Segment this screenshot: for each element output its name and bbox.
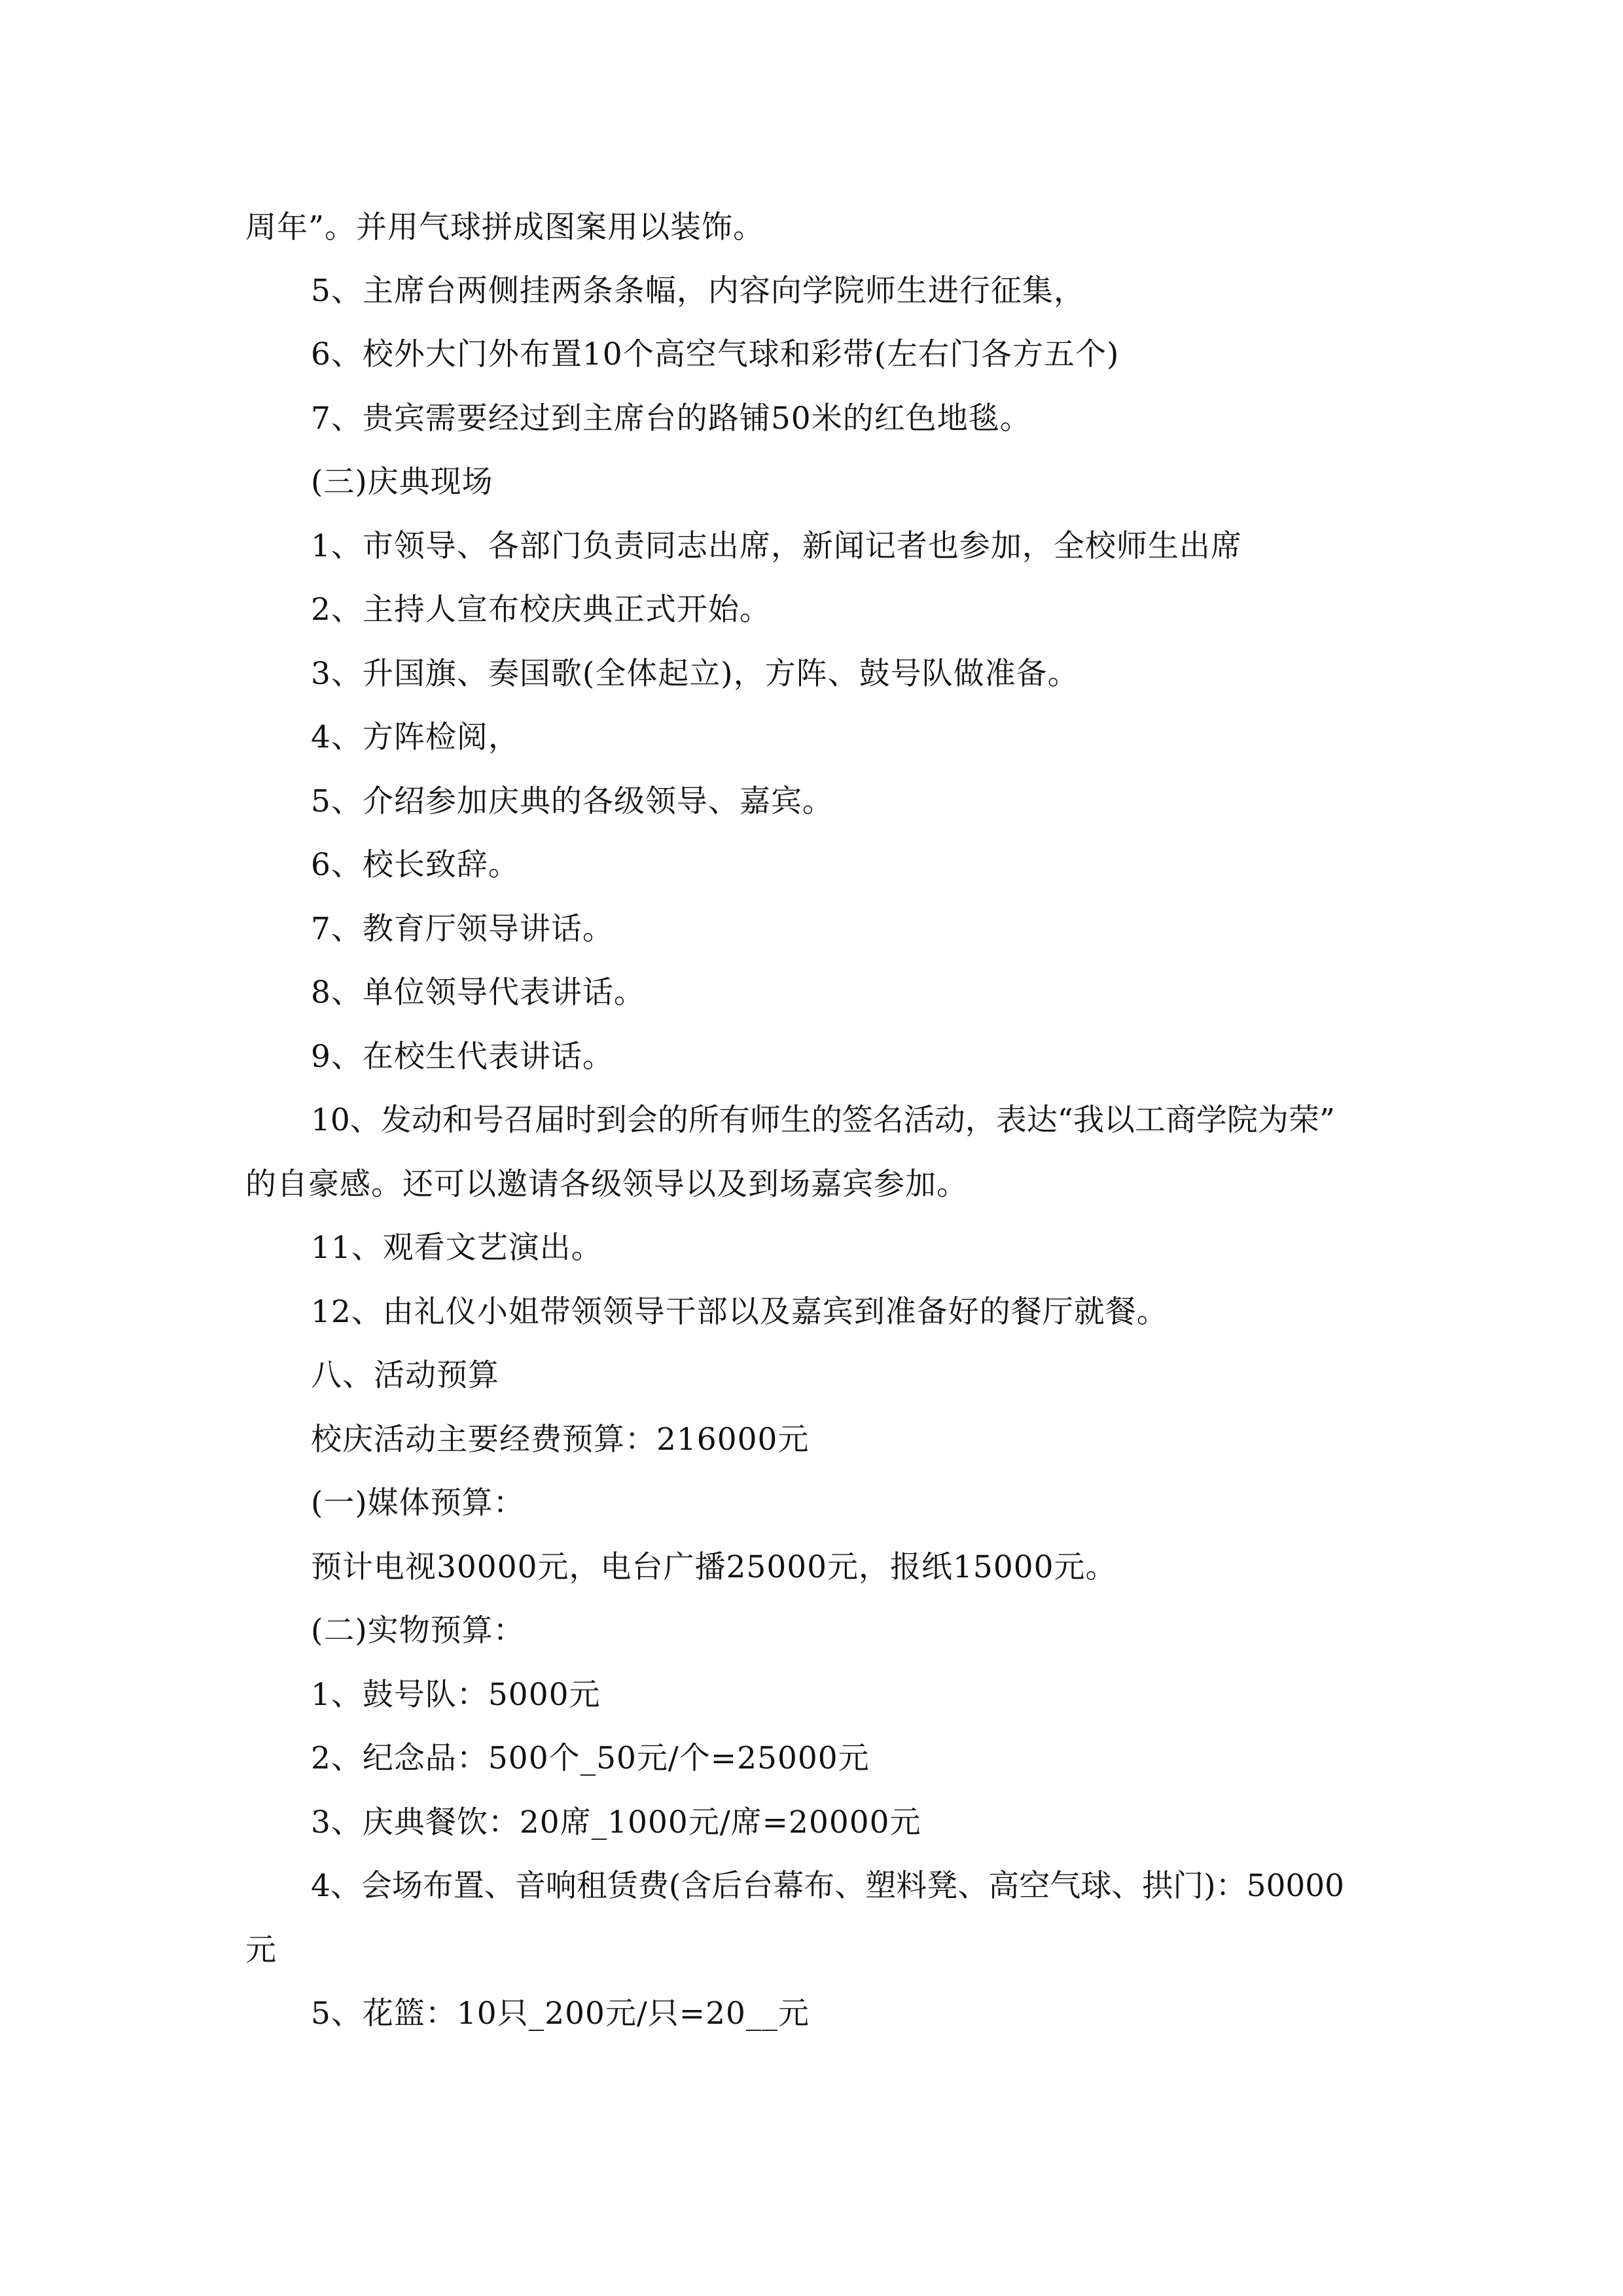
section-heading: (二)实物预算：: [311, 1613, 525, 1649]
text-line: 5、花篮：10只_200元/只=20__元: [311, 1996, 810, 2032]
text-line: 10、发动和号召届时到会的所有师生的签名活动，表达“我以工商学院为荣”: [311, 1102, 1335, 1138]
text-line: 的自豪感。还可以邀请各级领导以及到场嘉宾参加。: [245, 1166, 968, 1202]
text-line: 2、主持人宣布校庆典正式开始。: [311, 592, 771, 628]
text-line: 11、观看文艺演出。: [311, 1230, 603, 1266]
text-line: 5、介绍参加庆典的各级领导、嘉宾。: [311, 783, 834, 819]
text-line: 校庆活动主要经费预算：216000元: [311, 1422, 810, 1458]
text-line: 6、校外大门外布置10个高空气球和彩带(左右门各方五个): [311, 336, 1120, 372]
text-line: 4、会场布置、音响租赁费(含后台幕布、塑料凳、高空气球、拱门)：50000: [311, 1868, 1345, 1904]
text-line: 8、单位领导代表讲话。: [311, 975, 645, 1011]
text-line: 5、主席台两侧挂两条条幅，内容向学院师生进行征集，: [311, 273, 1085, 309]
text-line: 1、市领导、各部门负责同志出席，新闻记者也参加，全校师生出席: [311, 528, 1242, 564]
text-line: 4、方阵检阅，: [311, 719, 520, 755]
text-line: 2、纪念品：500个_50元/个=25000元: [311, 1740, 870, 1776]
text-line: 7、贵宾需要经过到主席台的路铺50米的红色地毯。: [311, 401, 1031, 437]
section-heading: (一)媒体预算：: [311, 1485, 525, 1521]
text-line: 预计电视30000元，电台广播25000元，报纸15000元。: [311, 1549, 1117, 1585]
text-line: 12、由礼仪小姐带领领导干部以及嘉宾到准备好的餐厅就餐。: [311, 1294, 1168, 1330]
text-line: 周年”。并用气球拼成图案用以装饰。: [245, 209, 765, 245]
text-line: 元: [245, 1932, 277, 1968]
text-line: 3、升国旗、奏国歌(全体起立)，方阵、鼓号队做准备。: [311, 656, 1079, 692]
text-line: 9、在校生代表讲话。: [311, 1039, 614, 1075]
text-line: 7、教育厅领导讲话。: [311, 911, 614, 947]
section-heading: 八、活动预算: [311, 1357, 499, 1393]
text-line: 3、庆典餐饮：20席_1000元/席=20000元: [311, 1804, 921, 1840]
text-line: 6、校长致辞。: [311, 847, 520, 883]
section-heading: (三)庆典现场: [311, 464, 493, 500]
text-line: 1、鼓号队：5000元: [311, 1677, 601, 1713]
